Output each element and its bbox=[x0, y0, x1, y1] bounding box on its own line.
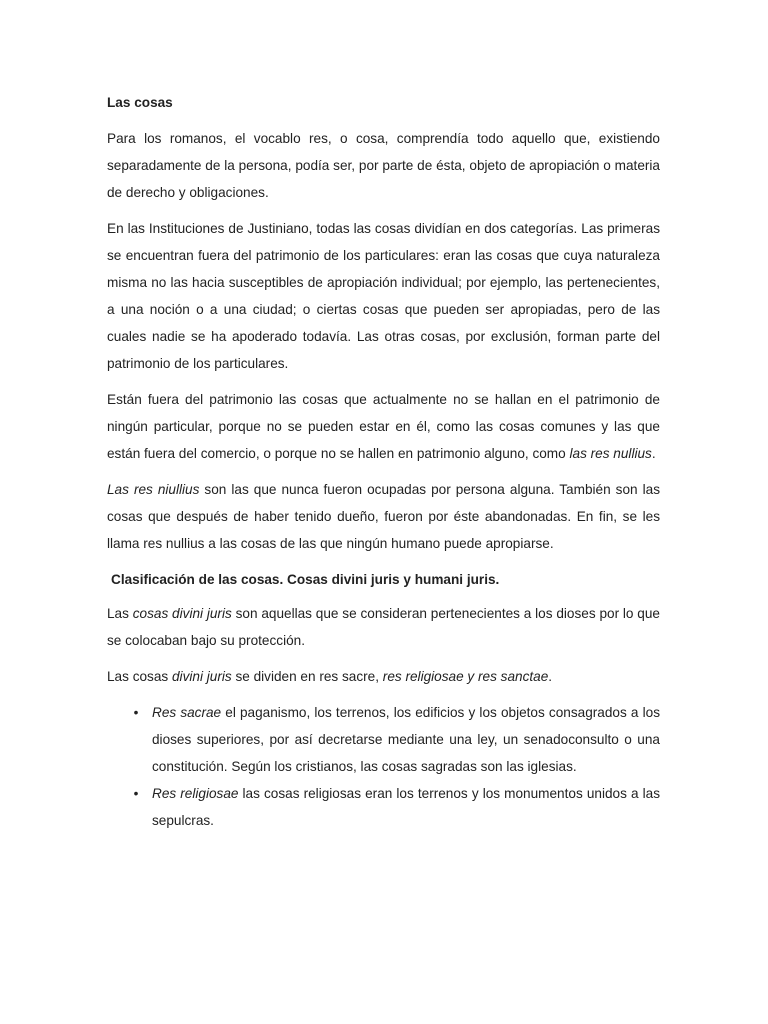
bullet-icon: • bbox=[133, 786, 139, 801]
paragraph-start: Las cosas bbox=[107, 669, 172, 684]
paragraph-text: Están fuera del patrimonio las cosas que actualmente no se hallan en el patrimonio de ningún particular, porque no se pueden estar en él, como las cosas comunes y las que están fuera del comercio, o porque no se hallen en patrimonio alguno, como bbox=[107, 392, 660, 461]
paragraph-start: Las bbox=[107, 606, 133, 621]
list-item bbox=[107, 699, 660, 780]
paragraph-justiniano: En las Instituciones de Justiniano, todas las cosas dividían en dos categorías. Las primeras se encuentran fuera del patrimonio de los particulares: eran las cosas que cuya naturaleza misma no las hacia susceptibles de apropiación individual; por ejemplo, las pertenecientes, a una noción o a una ciudad; o ciertas cosas que pueden ser apropiadas, pero de las cuales nadie se ha apoderado todavía. Las otras cosas, por exclusión, forman parte del patrimonio de los particulares. bbox=[107, 221, 660, 371]
paragraph-fuera-patrimonio bbox=[107, 386, 660, 467]
italic-term: cosas divini juris bbox=[132, 606, 232, 621]
bullet-icon: • bbox=[133, 705, 139, 720]
list-item-text: las cosas religiosas eran los terrenos y los monumentos unidos a las sepulcras. bbox=[152, 786, 660, 828]
paragraph-text: son las que nunca fueron ocupadas por persona alguna. También son las cosas que después de haber tenido dueño, fueron por éste abandonadas. En fin, se les llama res nullius a las cosas de las que ningún humano puede apropiarse. bbox=[107, 482, 660, 551]
section-heading: Clasificación de las cosas. Cosas divini juris y humani juris. bbox=[111, 572, 500, 587]
italic-term: Res religiosae bbox=[152, 786, 239, 801]
list-item-text: el paganismo, los terrenos, los edificios y los objetos consagrados a los dioses superiores, por así decretarse mediante una ley, un senadoconsulto o una constitución. Según los cristianos, las cosas sagradas son las iglesias. bbox=[152, 705, 660, 774]
paragraph-definition: Para los romanos, el vocablo res, o cosa, comprendía todo aquello que, existiendo separadamente de la persona, podía ser, por parte de ésta, objeto de apropiación o materia de derecho y obligaciones. bbox=[107, 131, 660, 200]
paragraph-text: son aquellas que se consideran pertenecientes a los dioses por lo que se colocaban bajo su protección. bbox=[107, 606, 660, 648]
paragraph-division bbox=[107, 663, 660, 690]
paragraph-end: . bbox=[651, 446, 656, 461]
list-item bbox=[107, 780, 660, 834]
italic-term: las res nullius bbox=[569, 446, 652, 461]
italic-term: Res sacrae bbox=[152, 705, 222, 720]
paragraph-divini-juris bbox=[107, 600, 660, 654]
bullet-list bbox=[107, 699, 660, 834]
italic-term: Las res niullius bbox=[107, 482, 200, 497]
paragraph-res-nullius bbox=[107, 476, 660, 557]
italic-term: divini juris bbox=[171, 669, 232, 684]
paragraph-end: . bbox=[548, 669, 553, 684]
page-title: Las cosas bbox=[107, 95, 173, 110]
document-page bbox=[107, 89, 660, 834]
italic-term: res religiosae y res sanctae bbox=[382, 669, 549, 684]
paragraph-mid: se dividen en res sacre, bbox=[231, 669, 383, 684]
